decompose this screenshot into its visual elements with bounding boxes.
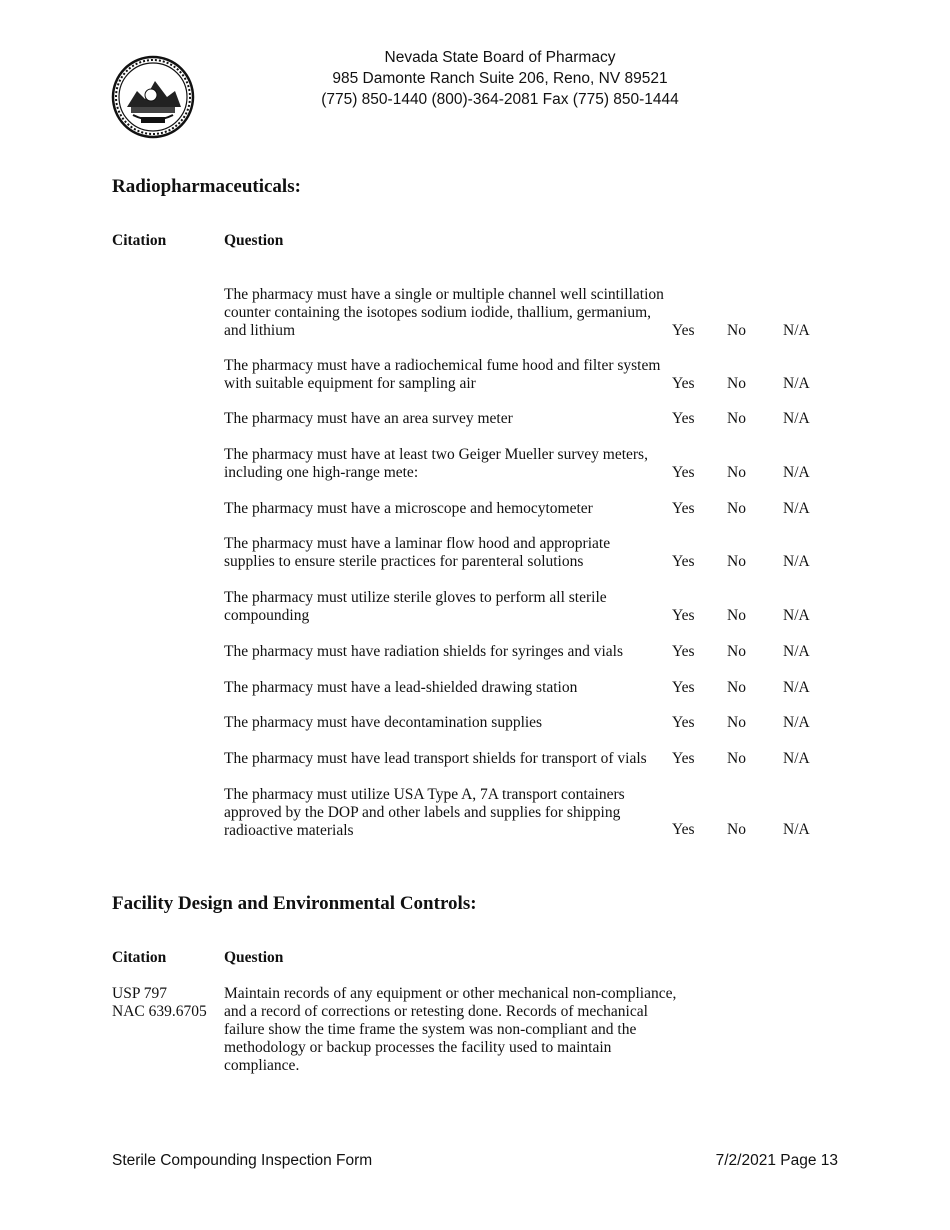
- column-header-citation: Citation: [112, 949, 167, 966]
- answer-na[interactable]: N/A: [783, 410, 810, 427]
- question-text: The pharmacy must have a microscope and hemocytometer: [224, 500, 593, 517]
- question-text: The pharmacy must have at least two Geiger Mueller survey meters, including one high-range mete:: [224, 446, 648, 481]
- question-text: The pharmacy must have a lead-shielded drawing station: [224, 679, 578, 696]
- answer-yes[interactable]: Yes: [672, 410, 695, 427]
- question-text: The pharmacy must have an area survey meter: [224, 410, 513, 427]
- citation-usp: USP 797: [112, 985, 167, 1002]
- footer-date-page: 7/2/2021 Page 13: [715, 1152, 838, 1169]
- section-title-facility-design: Facility Design and Environmental Controls:: [112, 893, 477, 914]
- answer-na[interactable]: N/A: [783, 464, 810, 481]
- answer-na[interactable]: N/A: [783, 821, 810, 838]
- answer-na[interactable]: N/A: [783, 607, 810, 624]
- answer-na[interactable]: N/A: [783, 679, 810, 696]
- answer-na[interactable]: N/A: [783, 375, 810, 392]
- answer-no[interactable]: No: [727, 410, 746, 427]
- answer-no[interactable]: No: [727, 500, 746, 517]
- citation-nac: NAC 639.6705: [112, 1003, 207, 1020]
- org-address: 985 Damonte Ranch Suite 206, Reno, NV 89521: [332, 70, 668, 87]
- answer-no[interactable]: No: [727, 607, 746, 624]
- answer-na[interactable]: N/A: [783, 500, 810, 517]
- question-text: The pharmacy must have a single or multiple channel well scintillation counter containing the isotopes sodium iodide, thallium, germanium, and lithium: [224, 286, 664, 339]
- answer-na[interactable]: N/A: [783, 322, 810, 339]
- question-text: The pharmacy must have lead transport shields for transport of vials: [224, 750, 647, 767]
- answer-na[interactable]: N/A: [783, 643, 810, 660]
- question-text: The pharmacy must utilize sterile gloves to perform all sterile compounding: [224, 589, 607, 624]
- question-text: The pharmacy must utilize USA Type A, 7A transport containers approved by the DOP and other labels and supplies for shipping radioactive materials: [224, 786, 625, 839]
- answer-yes[interactable]: Yes: [672, 322, 695, 339]
- answer-yes[interactable]: Yes: [672, 714, 695, 731]
- question-row: [224, 985, 824, 1075]
- column-header-question: Question: [224, 232, 284, 249]
- answer-yes[interactable]: Yes: [672, 500, 695, 517]
- answer-yes[interactable]: Yes: [672, 375, 695, 392]
- answer-na[interactable]: N/A: [783, 553, 810, 570]
- section-title-radiopharmaceuticals: Radiopharmaceuticals:: [112, 176, 301, 197]
- question-text: The pharmacy must have decontamination supplies: [224, 714, 543, 731]
- question-text: The pharmacy must have a laminar flow hood and appropriate supplies to ensure sterile practices for parenteral solutions: [224, 535, 611, 570]
- answer-no[interactable]: No: [727, 322, 746, 339]
- answer-na[interactable]: N/A: [783, 750, 810, 767]
- column-header-question: Question: [224, 949, 284, 966]
- citation: [112, 985, 207, 1021]
- column-header-citation: Citation: [112, 232, 167, 249]
- answer-yes[interactable]: Yes: [672, 679, 695, 696]
- answer-no[interactable]: No: [727, 643, 746, 660]
- state-seal-icon: [111, 55, 195, 139]
- answer-no[interactable]: No: [727, 553, 746, 570]
- question-text: The pharmacy must have a radiochemical fume hood and filter system with suitable equipment for sampling air: [224, 357, 661, 392]
- letterhead: [280, 47, 720, 110]
- answer-no[interactable]: No: [727, 821, 746, 838]
- answer-yes[interactable]: Yes: [672, 643, 695, 660]
- answer-no[interactable]: No: [727, 375, 746, 392]
- answer-yes[interactable]: Yes: [672, 464, 695, 481]
- org-name: Nevada State Board of Pharmacy: [384, 49, 616, 66]
- question-text: The pharmacy must have radiation shields for syringes and vials: [224, 643, 624, 660]
- question-text: Maintain records of any equipment or other mechanical non-compliance, and a record of corrections or retesting done. Records of mechanical failure show the time frame the system was non-compliant and the methodology or backup processes the facility used to maintain compliance.: [224, 985, 677, 1074]
- answer-no[interactable]: No: [727, 714, 746, 731]
- answer-yes[interactable]: Yes: [672, 553, 695, 570]
- answer-yes[interactable]: Yes: [672, 821, 695, 838]
- answer-na[interactable]: N/A: [783, 714, 810, 731]
- answer-no[interactable]: No: [727, 750, 746, 767]
- answer-no[interactable]: No: [727, 464, 746, 481]
- org-phone: (775) 850-1440 (800)-364-2081 Fax (775) 850-1444: [321, 91, 679, 108]
- answer-yes[interactable]: Yes: [672, 607, 695, 624]
- answer-yes[interactable]: Yes: [672, 750, 695, 767]
- answer-no[interactable]: No: [727, 679, 746, 696]
- footer-form-name: Sterile Compounding Inspection Form: [112, 1152, 373, 1169]
